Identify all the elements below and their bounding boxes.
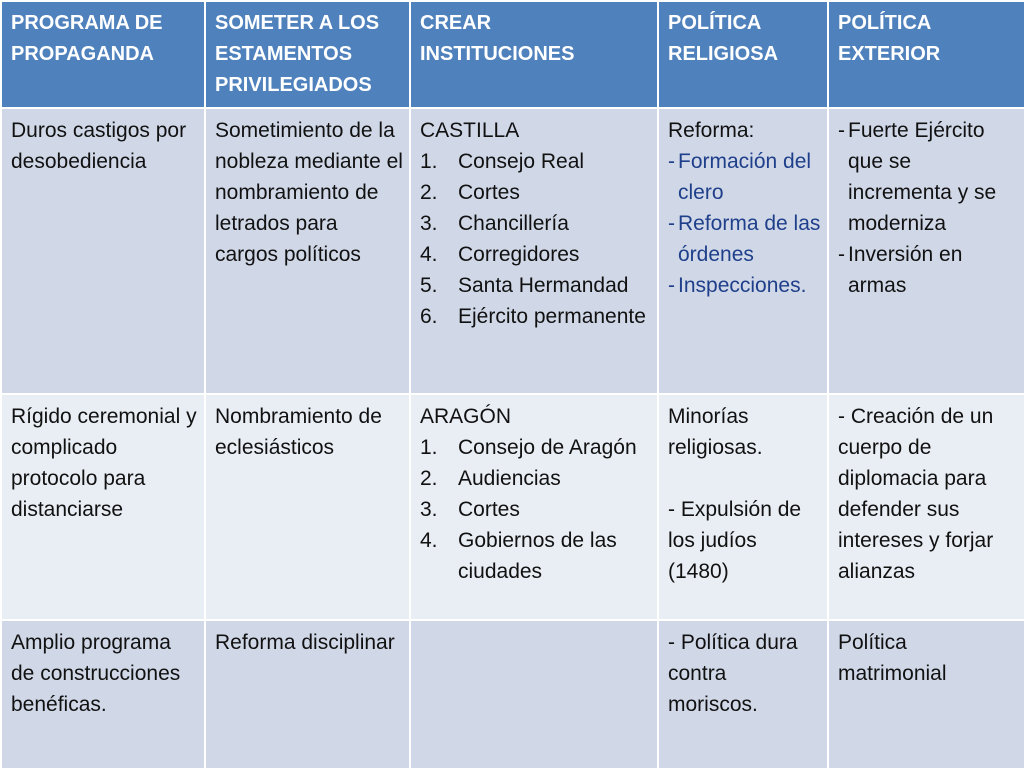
religion-text: - Expulsión de los judíos (1480) — [668, 498, 802, 583]
cell-propaganda: Duros castigos por desobediencia — [1, 108, 205, 394]
institution-list — [420, 432, 651, 587]
cell-exterior — [828, 108, 1024, 394]
list-item: 2. Cortes — [420, 181, 520, 204]
header-exterior: POLÍTICA EXTERIOR — [828, 1, 1024, 108]
list-item: 5. Santa Hermandad — [420, 274, 629, 297]
table-row — [1, 394, 1024, 620]
cell-religiosa — [658, 394, 828, 620]
cell-instituciones — [410, 620, 658, 769]
list-item: 2. Audiencias — [420, 467, 561, 490]
religion-title: Reforma: — [668, 119, 755, 142]
religion-text: Minorías religiosas. — [668, 405, 763, 459]
cell-religiosa — [658, 108, 828, 394]
list-item: 1. Consejo de Aragón — [420, 436, 637, 459]
institution-list — [420, 146, 651, 332]
list-item: - Inspecciones. — [668, 274, 807, 297]
header-instituciones: CREAR INSTITUCIONES — [410, 1, 658, 108]
header-estamentos: SOMETER A LOS ESTAMENTOS PRIVILEGIADOS — [205, 1, 410, 108]
institution-title: ARAGÓN — [420, 405, 512, 428]
cell-estamentos: Reforma disciplinar — [205, 620, 410, 769]
list-item: - Fuerte Ejército que se incrementa y se moderniza — [838, 119, 997, 235]
cell-instituciones — [410, 394, 658, 620]
table-row — [1, 108, 1024, 394]
list-item: 4. Corregidores — [420, 243, 580, 266]
list-item: 3. Chancillería — [420, 212, 569, 235]
header-propaganda: PROGRAMA DE PROPAGANDA — [1, 1, 205, 108]
list-item: 1. Consejo Real — [420, 150, 585, 173]
list-item: 3. Cortes — [420, 498, 520, 521]
spacer — [668, 463, 821, 494]
cell-exterior: - Creación de un cuerpo de diplomacia para defender sus intereses y forjar alianzas — [828, 394, 1024, 620]
header-row — [1, 1, 1024, 108]
table-row — [1, 620, 1024, 769]
exterior-list — [838, 115, 1018, 301]
cell-propaganda: Rígido ceremonial y complicado protocolo para distanciarse — [1, 394, 205, 620]
cell-estamentos: Nombramiento de eclesiásticos — [205, 394, 410, 620]
cell-instituciones — [410, 108, 658, 394]
list-item: 4. Gobiernos de las ciudades — [420, 529, 617, 583]
cell-estamentos: Sometimiento de la nobleza mediante el nombramiento de letrados para cargos políticos — [205, 108, 410, 394]
list-item: - Reforma de las órdenes — [668, 212, 821, 266]
header-religiosa: POLÍTICA RELIGIOSA — [658, 1, 828, 108]
cell-propaganda: Amplio programa de construcciones benéficas. — [1, 620, 205, 769]
list-item: 6. Ejército permanente — [420, 305, 646, 328]
institution-title: CASTILLA — [420, 119, 520, 142]
list-item: - Formación del clero — [668, 150, 812, 204]
list-item: - Inversión en armas — [838, 243, 963, 297]
cell-religiosa: - Política dura contra moriscos. — [658, 620, 828, 769]
cell-exterior: Política matrimonial — [828, 620, 1024, 769]
religion-list — [668, 146, 821, 301]
